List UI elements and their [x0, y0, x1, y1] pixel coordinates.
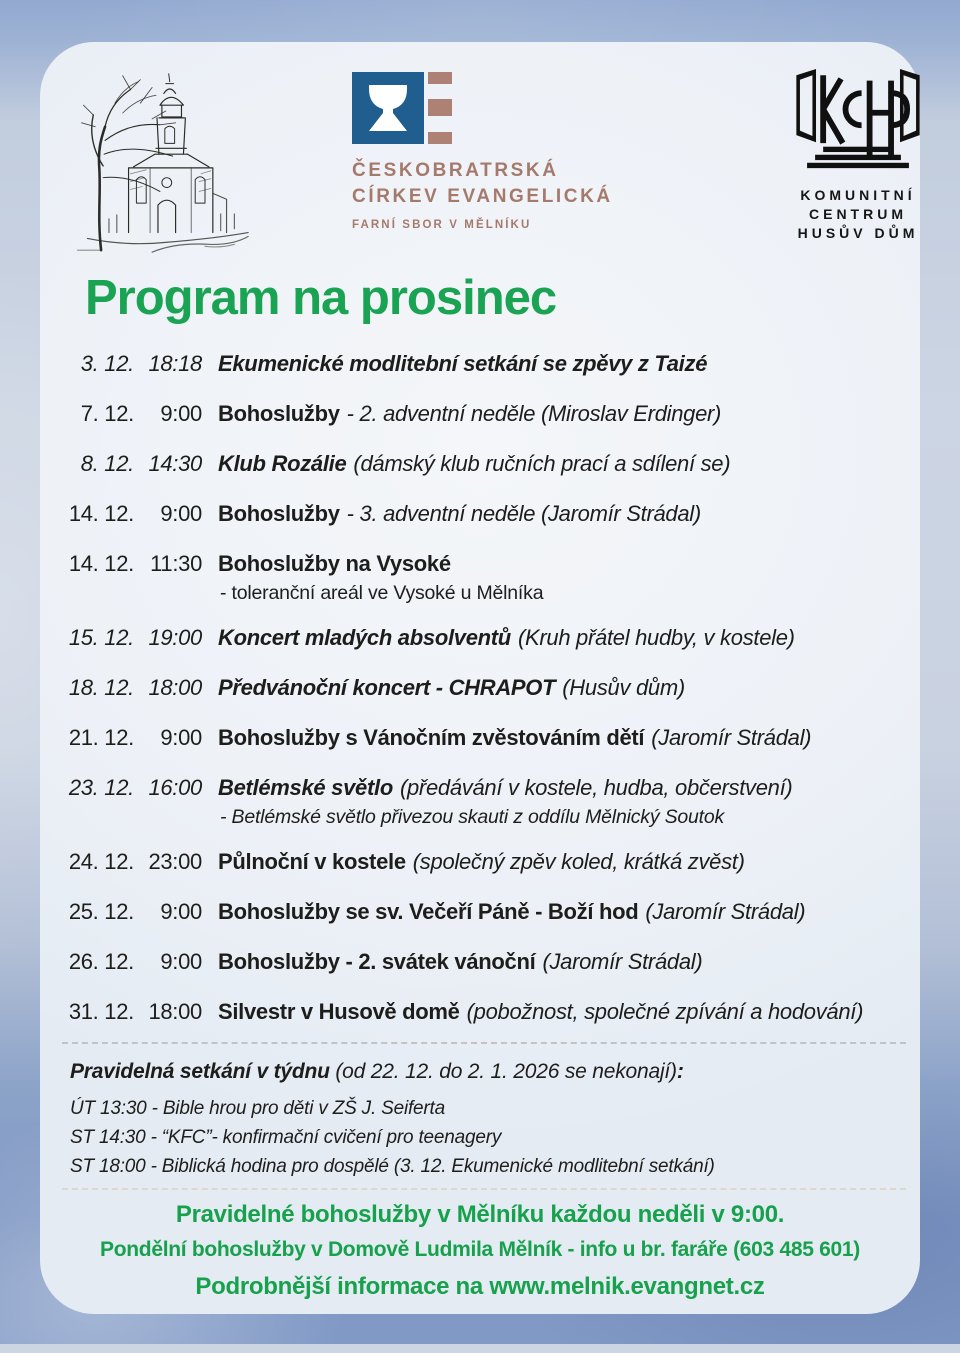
event-desc: (Jaromír Strádal)	[651, 725, 812, 750]
event-time: 18:00	[148, 999, 202, 1024]
event-title: Betlémské světlo	[218, 775, 393, 800]
event-desc: (Husův dům)	[562, 675, 685, 700]
event-date: 24. 12.	[68, 849, 134, 874]
event-time: 9:00	[160, 501, 202, 526]
event-date: 8. 12.	[80, 451, 134, 476]
event-desc: (Jaromír Strádal)	[645, 899, 806, 924]
event-title: Koncert mladých absolventů	[218, 625, 511, 650]
event-time: 11:30	[150, 551, 202, 576]
event-date: 26. 12.	[68, 949, 134, 974]
event-time: 23:00	[148, 849, 202, 874]
event-text	[218, 724, 811, 752]
event-time: 9:00	[160, 949, 202, 974]
event-desc: (předávání v kostele, hudba, občerstvení)	[399, 775, 793, 800]
event-text	[218, 350, 707, 378]
event-date: 15. 12.	[68, 625, 134, 650]
weekly-items	[70, 1094, 715, 1181]
event-date: 18. 12.	[68, 675, 134, 700]
event-subline: - Betlémské světlo přivezou skauti z oddílu Mělnický Soutok	[220, 806, 725, 828]
event-text	[218, 998, 863, 1026]
footer-note-monday-services: Pondělní bohoslužby v Domově Ludmila Mělník - info u br. faráře (603 485 601)	[100, 1238, 860, 1261]
kchd-text-line: HUSŮV DŮM	[797, 225, 919, 241]
event-text	[218, 550, 451, 578]
weekly-heading-colon: :	[676, 1060, 684, 1083]
kchd-monogram-icon	[791, 68, 925, 170]
event-row	[62, 400, 904, 428]
event-text	[218, 450, 730, 478]
event-title: Předvánoční koncert - CHRAPOT	[218, 675, 556, 700]
weekly-item: ÚT 13:30 - Bible hrou pro děti v ZŠ J. Seiferta	[70, 1098, 445, 1119]
event-time: 18:18	[148, 351, 202, 376]
kchd-text-line: CENTRUM	[809, 206, 907, 222]
event-row	[62, 500, 904, 528]
event-time: 19:00	[148, 625, 202, 650]
event-text	[218, 948, 702, 976]
event-title: Bohoslužby	[218, 501, 340, 526]
weekly-heading-title: Pravidelná setkání v týdnu	[70, 1060, 330, 1083]
footer-note-sunday-services: Pravidelné bohoslužby v Mělníku každou neděli v 9:00.	[175, 1201, 785, 1228]
event-title: Bohoslužby - 2. svátek vánoční	[218, 949, 536, 974]
event-date: 14. 12.	[68, 551, 134, 576]
event-title: Bohoslužby s Vánočním zvěstováním dětí	[218, 725, 645, 750]
event-text	[218, 624, 795, 652]
divider-dashed-faint	[62, 1188, 906, 1190]
event-desc: (Kruh přátel hudby, v kostele)	[517, 625, 795, 650]
event-row	[62, 550, 904, 578]
event-text	[218, 848, 745, 876]
event-title: Půlnoční v kostele	[218, 849, 406, 874]
event-desc: - 2. adventní neděle (Miroslav Erdinger)	[346, 401, 722, 426]
event-text	[218, 674, 685, 702]
event-title: Bohoslužby na Vysoké	[218, 551, 451, 576]
weekly-section	[70, 1058, 715, 1181]
event-row	[62, 948, 904, 976]
event-date: 31. 12.	[68, 999, 134, 1024]
church-sketch-icon	[58, 64, 254, 260]
event-time: 9:00	[160, 401, 202, 426]
event-row	[62, 774, 904, 802]
event-title: Klub Rozálie	[218, 451, 347, 476]
event-text	[218, 400, 721, 428]
event-row	[62, 350, 904, 378]
event-row	[62, 998, 904, 1026]
event-date: 3. 12.	[80, 351, 134, 376]
event-row	[62, 724, 904, 752]
event-text	[218, 774, 792, 802]
event-text	[218, 898, 805, 926]
footer-notes	[40, 1200, 920, 1302]
cce-chalice-logo-icon	[352, 72, 452, 144]
weekly-item: ST 14:30 - “KFC”- konfirmační cvičení pro teenagery	[70, 1127, 502, 1148]
event-title: Silvestr v Husově domě	[218, 999, 460, 1024]
event-date: 21. 12.	[68, 725, 134, 750]
event-title: Bohoslužby	[218, 401, 340, 426]
divider-dashed	[62, 1042, 906, 1044]
event-time: 9:00	[160, 899, 202, 924]
kchd-logo-block	[768, 68, 948, 243]
weekly-item: ST 18:00 - Biblická hodina pro dospělé (3. 12. Ekumenické modlitební setkání)	[70, 1156, 715, 1177]
event-desc: (Jaromír Strádal)	[542, 949, 703, 974]
event-row	[62, 624, 904, 652]
weekly-heading-note: (od 22. 12. do 2. 1. 2026 se nekonají)	[329, 1060, 677, 1083]
event-text	[218, 500, 701, 528]
event-row	[62, 848, 904, 876]
event-date: 25. 12.	[68, 899, 134, 924]
event-row	[62, 450, 904, 478]
event-subline: - toleranční areál ve Vysoké u Mělníka	[220, 582, 544, 604]
event-desc: (společný zpěv koled, krátká zvěst)	[412, 849, 745, 874]
footer-note-website: Podrobnější informace na www.melnik.evangnet.cz	[195, 1273, 765, 1300]
event-desc: - 3. adventní neděle (Jaromír Strádal)	[346, 501, 701, 526]
cce-name-line1: ČESKOBRATRSKÁ	[352, 160, 559, 181]
kchd-text-line: KOMUNITNÍ	[800, 187, 916, 203]
event-date: 23. 12.	[68, 775, 134, 800]
event-title: Ekumenické modlitební setkání se zpěvy z Taizé	[218, 351, 708, 376]
weekly-heading	[70, 1058, 715, 1086]
event-time: 9:00	[160, 725, 202, 750]
cce-logo-block	[352, 72, 613, 231]
event-time: 14:30	[148, 451, 202, 476]
cce-subtitle: FARNÍ SBOR V MĚLNÍKU	[352, 219, 532, 231]
event-date: 14. 12.	[68, 501, 134, 526]
event-desc: (dámský klub ručních prací a sdílení se)	[353, 451, 731, 476]
event-row	[62, 674, 904, 702]
poster-title: Program na prosinec	[85, 271, 557, 325]
poster-card	[40, 42, 920, 1314]
event-title: Bohoslužby se sv. Večeří Páně - Boží hod	[218, 899, 639, 924]
event-time: 16:00	[148, 775, 202, 800]
event-row	[62, 898, 904, 926]
cce-name-line2: CÍRKEV EVANGELICKÁ	[352, 186, 613, 207]
event-time: 18:00	[148, 675, 202, 700]
event-list	[62, 350, 904, 1048]
event-desc: (pobožnost, společné zpívání a hodování)	[466, 999, 864, 1024]
event-date: 7. 12.	[80, 401, 134, 426]
kchd-text	[768, 186, 948, 243]
